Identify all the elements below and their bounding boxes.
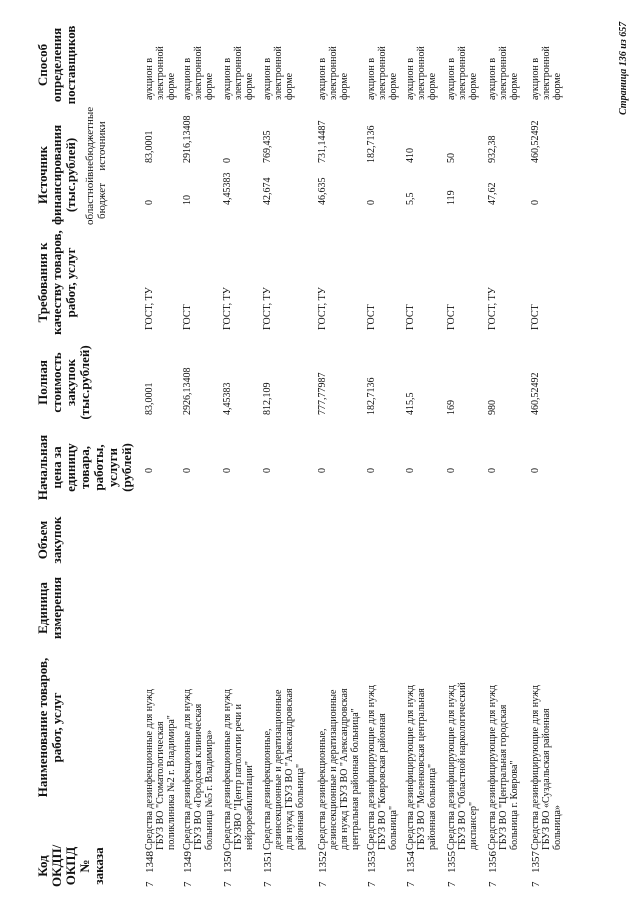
row-method: аукцион в электронной форме <box>530 46 563 100</box>
row-number: 1351 <box>262 851 274 873</box>
row-code: 7 <box>405 881 417 887</box>
row-fin-extra: 83,0001 <box>144 130 155 163</box>
row-unit-price: 0 <box>222 468 233 473</box>
row-number: 1353 <box>366 851 378 873</box>
row-method: аукцион в электронной форме <box>487 46 520 100</box>
row-fin-regional: 42,674 <box>262 177 273 205</box>
header-unit-price: Начальная цена за единицу товара, работы, услуги (рублей) <box>35 434 134 501</box>
row-total: 777,77987 <box>317 372 328 415</box>
row-requirements: ГОСТ, ТУ <box>262 287 273 330</box>
header-requirements: Требования к качеству товаров, работ, услуг <box>35 230 78 335</box>
header-method: Способ определения поставщиков <box>35 25 78 105</box>
row-requirements: ГОСТ <box>446 304 457 330</box>
row-number: 1349 <box>182 851 194 873</box>
row-total: 169 <box>446 400 457 415</box>
header-total: Полная стоимость закупок (тыс.рублей) <box>35 345 92 420</box>
header-unit: Единица измерения <box>35 576 64 640</box>
row-fin-extra: 769,435 <box>262 130 273 163</box>
row-fin-regional: 119 <box>446 190 457 205</box>
row-requirements: ГОСТ, ТУ <box>487 287 498 330</box>
row-fin-regional: 0 <box>144 200 155 205</box>
row-code: 7 <box>262 881 274 887</box>
row-method: аукцион в электронной форме <box>317 46 350 100</box>
row-name: Средства дезинфекционные для нужд ГБУЗ ВО "Стоматологическая поликлиника №2 г. Владимира" <box>144 689 177 850</box>
row-requirements: ГОСТ, ТУ <box>144 287 155 330</box>
row-fin-regional: 0 <box>366 200 377 205</box>
row-fin-regional: 47,62 <box>487 182 498 205</box>
row-total: 83,0001 <box>144 382 155 415</box>
row-total: 980 <box>487 400 498 415</box>
row-name: Средства дезинфицирующие для нужд ГБУЗ ВО "Ковровская районная больница" <box>366 685 399 850</box>
row-name: Средства дезинфекционные, дезинсекционные и дератизационные для нужд ГБУЗ ВО "Александровская центральная районная больница" <box>317 688 361 850</box>
header-name: Наименование товаров, работ, услуг <box>35 657 64 798</box>
row-fin-extra: 182,7136 <box>366 125 377 163</box>
row-number: 1348 <box>144 851 156 873</box>
row-unit-price: 0 <box>405 468 416 473</box>
header-code: Код ОКДП/ ОКПД № заказа <box>35 844 106 887</box>
row-fin-regional: 5,5 <box>405 192 416 205</box>
row-unit-price: 0 <box>530 468 541 473</box>
row-requirements: ГОСТ, ТУ <box>317 287 328 330</box>
row-name: Средства дезинфицирующие для нужд ГБУЗ ВО "Центральная городская больница г. Коврова" <box>487 685 520 850</box>
row-method: аукцион в электронной форме <box>262 46 295 100</box>
row-unit-price: 0 <box>262 468 273 473</box>
row-fin-extra: 932,38 <box>487 135 498 163</box>
row-fin-extra: 460,52492 <box>530 120 541 163</box>
row-requirements: ГОСТ <box>182 304 193 330</box>
header-fin-regional: областной бюджет <box>84 176 108 225</box>
row-name: Средства дезинфекционные, дезинсекционные и дератизационные для нужд ГБУЗ ВО "Александровская районная больница" <box>262 688 306 850</box>
row-code: 7 <box>530 881 542 887</box>
row-fin-extra: 50 <box>446 153 457 163</box>
row-total: 460,52492 <box>530 372 541 415</box>
row-fin-extra: 410 <box>405 148 416 163</box>
row-code: 7 <box>182 881 194 887</box>
row-requirements: ГОСТ <box>405 304 416 330</box>
row-number: 1357 <box>530 851 542 873</box>
row-unit-price: 0 <box>487 468 498 473</box>
row-total: 4,45383 <box>222 382 233 415</box>
header-fin-extra: внебюджетные источники <box>84 106 108 177</box>
row-fin-extra: 731,14487 <box>317 120 328 163</box>
page-label: Страница 136 из 657 <box>618 21 629 115</box>
row-name: Средства дезинфицирующие для нужд ГБУЗ ВО "Областной наркологический диспансер" <box>446 682 479 850</box>
row-name: Средства дезинфицирующие для нужд ГБУЗ ВО «Суздальская районная больница» <box>530 685 563 850</box>
row-unit-price: 0 <box>366 468 377 473</box>
row-fin-regional: 4,45383 <box>222 172 233 205</box>
row-unit-price: 0 <box>317 468 328 473</box>
row-fin-regional: 10 <box>182 195 193 205</box>
row-method: аукцион в электронной форме <box>182 46 215 100</box>
row-total: 415,5 <box>405 392 416 415</box>
row-total: 182,7136 <box>366 377 377 415</box>
row-number: 1352 <box>317 851 329 873</box>
header-volume: Объем закупок <box>35 516 64 564</box>
row-method: аукцион в электронной форме <box>144 46 177 100</box>
row-fin-extra: 2916,13408 <box>182 115 193 163</box>
row-method: аукцион в электронной форме <box>366 46 399 100</box>
row-name: Средства дезинфекционные для нужд ГБУЗ ВО «Городская клиническая больница №5 г. Владимира» <box>182 689 215 850</box>
row-name: Средства дезинфицирующие для нужд ГБУЗ ВО "Меленковская центральная районная больница" <box>405 685 438 850</box>
row-method: аукцион в электронной форме <box>405 46 438 100</box>
row-code: 7 <box>366 881 378 887</box>
row-fin-regional: 46,635 <box>317 177 328 205</box>
row-unit-price: 0 <box>182 468 193 473</box>
row-requirements: ГОСТ <box>366 304 377 330</box>
row-method: аукцион в электронной форме <box>222 46 255 100</box>
row-number: 1354 <box>405 851 417 873</box>
row-code: 7 <box>487 881 499 887</box>
row-fin-extra: 0 <box>222 158 233 163</box>
row-requirements: ГОСТ <box>530 304 541 330</box>
row-number: 1355 <box>446 851 458 873</box>
row-total: 812,109 <box>262 382 273 415</box>
row-name: Средства дезинфекционные для нужд ГБУЗВО "Центр патологии речи и нейрореабилитации" <box>222 689 255 850</box>
row-number: 1350 <box>222 851 234 873</box>
row-code: 7 <box>446 881 458 887</box>
row-method: аукцион в электронной форме <box>446 46 479 100</box>
row-code: 7 <box>144 881 156 887</box>
row-fin-regional: 0 <box>530 200 541 205</box>
header-financing: Источник финансирования (тыс.рублей) <box>35 124 78 225</box>
row-unit-price: 0 <box>446 468 457 473</box>
row-code: 7 <box>222 881 234 887</box>
row-number: 1356 <box>487 851 499 873</box>
row-total: 2926,13408 <box>182 367 193 415</box>
row-unit-price: 0 <box>144 468 155 473</box>
row-requirements: ГОСТ, ТУ <box>222 287 233 330</box>
row-code: 7 <box>317 881 329 887</box>
